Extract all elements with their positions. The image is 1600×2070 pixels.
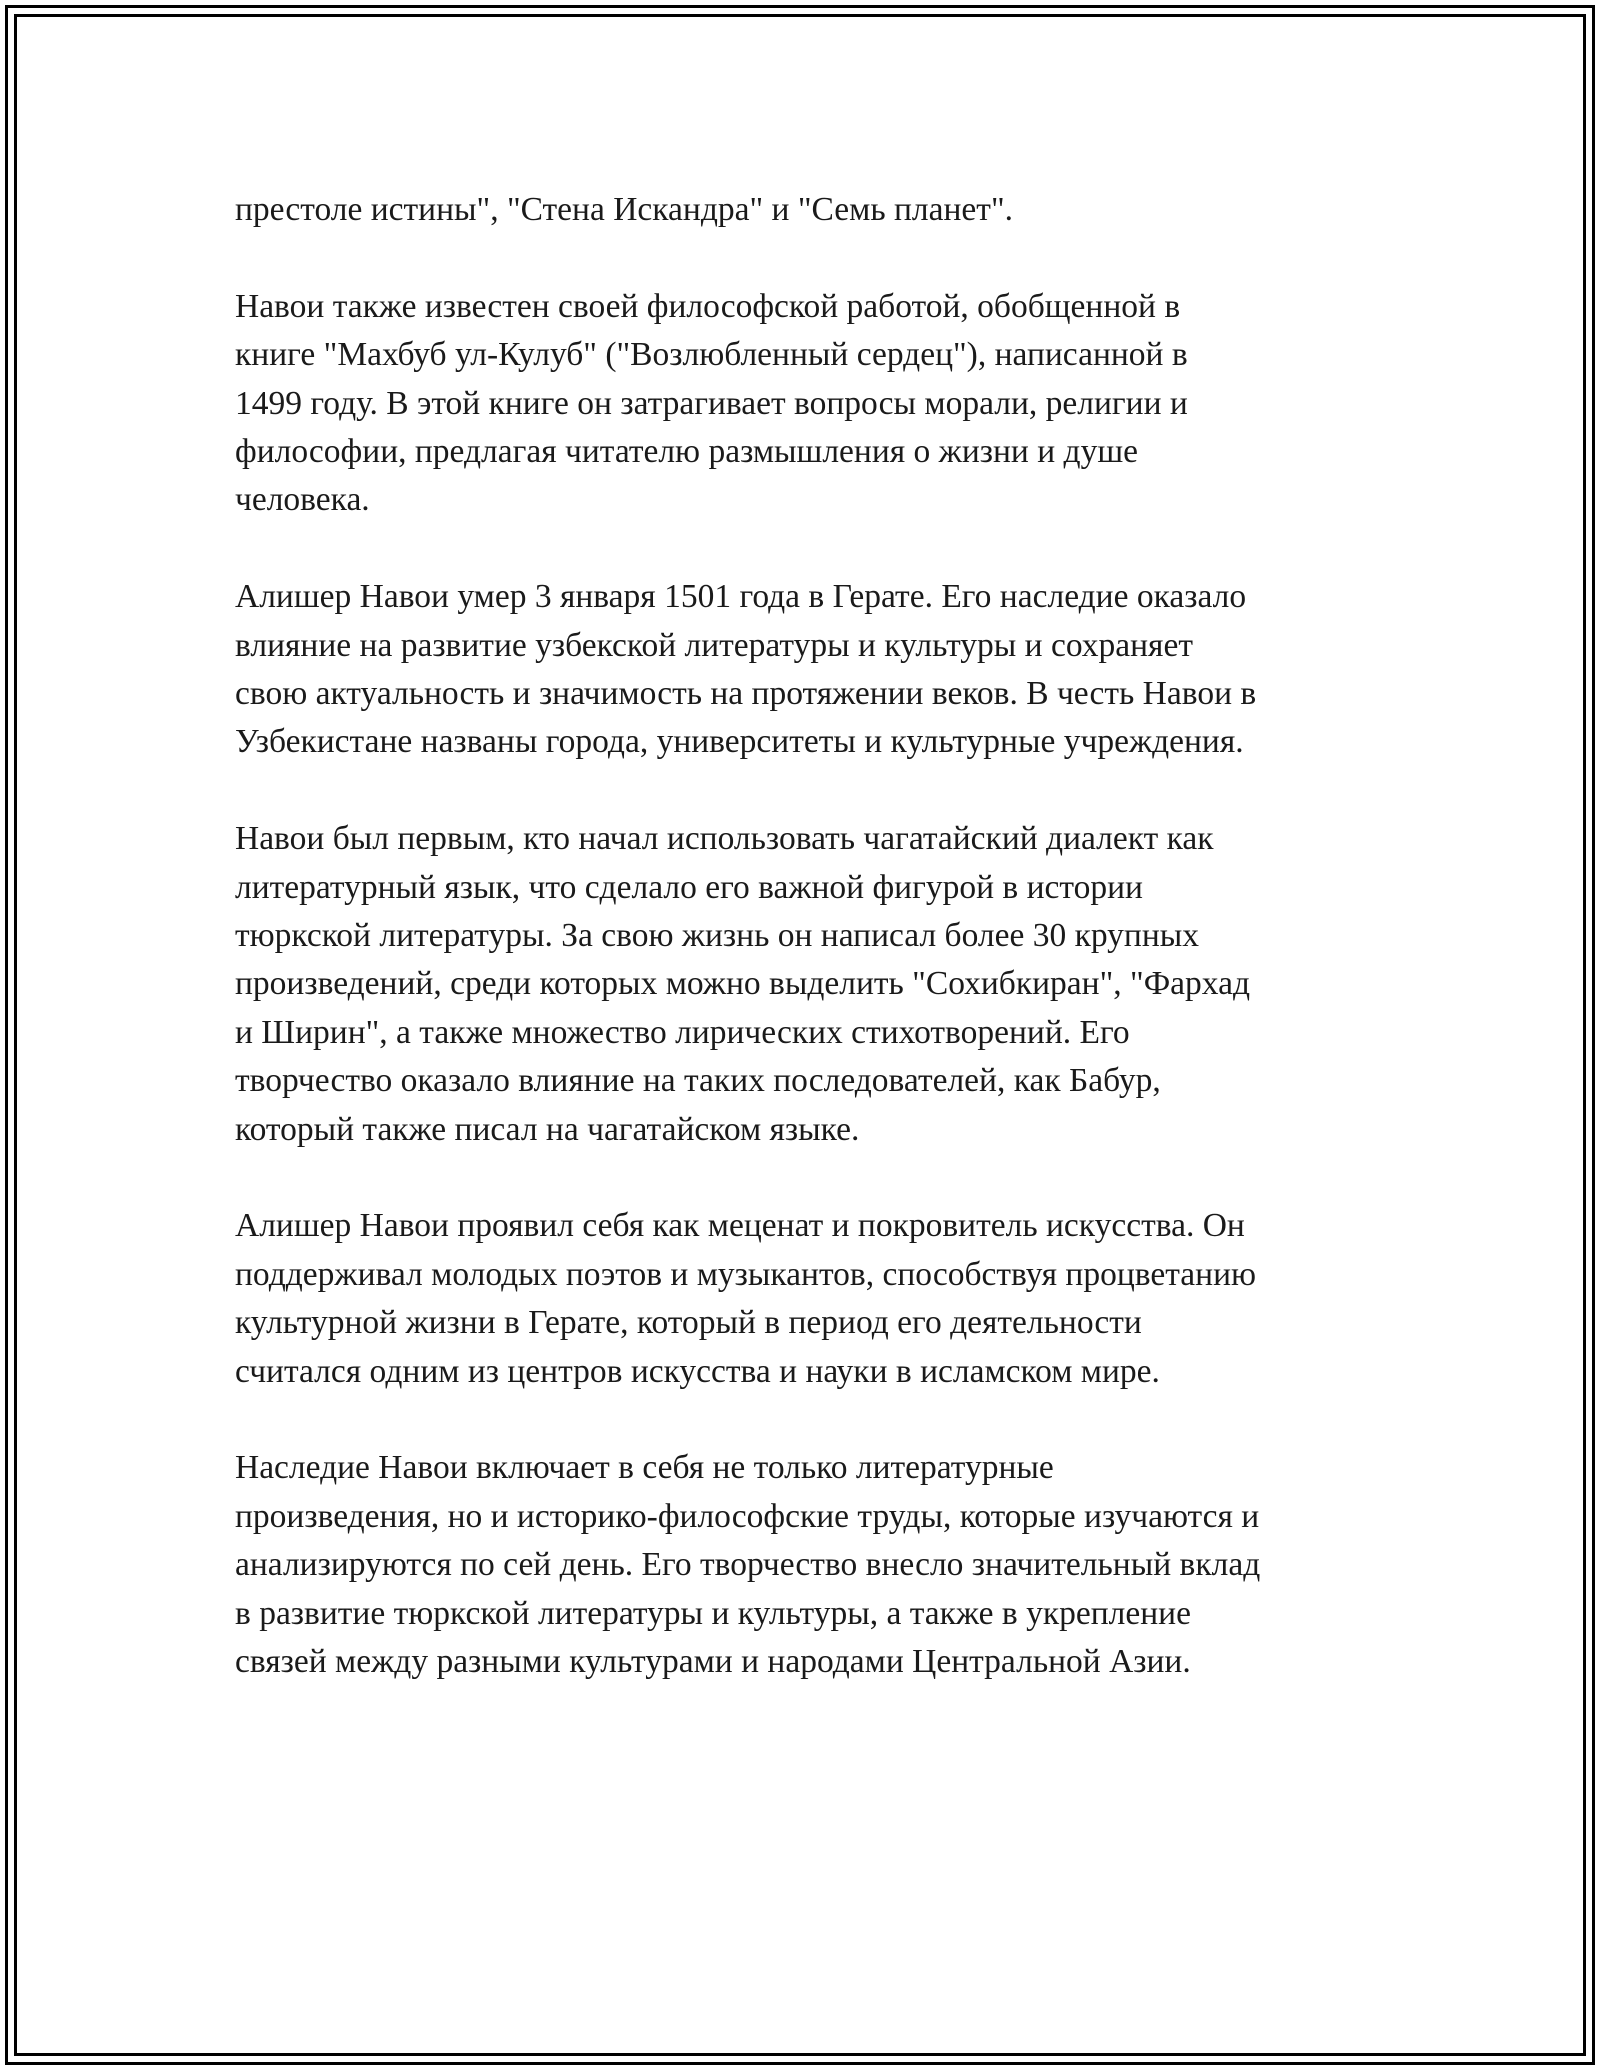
text-line: в развитие тюркской литературы и культуры, а также в укрепление	[235, 1594, 1191, 1632]
text-line: человека.	[235, 481, 370, 519]
paragraph	[235, 1202, 1395, 1396]
text-line: анализируются по сей день. Его творчество внесло значительный вклад	[235, 1546, 1261, 1584]
text-line: престоле истины", "Стена Искандра" и "Семь планет".	[235, 191, 1013, 228]
text-line: считался одним из центров искусства и науки в исламском мире.	[235, 1352, 1160, 1390]
paragraph	[235, 573, 1395, 767]
text-line: произведения, но и историко-философские труды, которые изучаются и	[235, 1497, 1260, 1535]
paragraph	[235, 1444, 1395, 1686]
text-line: тюркской литературы. За свою жизнь он написал более 30 крупных	[235, 917, 1200, 955]
text-line: Алишер Навои проявил себя как меценат и покровитель искусства. Он	[235, 1207, 1245, 1245]
text-line: связей между разными культурами и народами Центральной Азии.	[235, 1643, 1191, 1681]
text-line: который также писал на чагатайском языке.	[235, 1110, 860, 1148]
document-body	[235, 186, 1395, 1735]
text-line: литературный язык, что сделало его важной фигурой в истории	[235, 868, 1143, 906]
text-line: Наследие Навои включает в себя не только литературные	[235, 1449, 1054, 1487]
text-line: 1499 году. В этой книге он затрагивает вопросы морали, религии и	[235, 384, 1188, 422]
text-line: поддерживал молодых поэтов и музыкантов, способствуя процветанию	[235, 1255, 1257, 1293]
text-line: произведений, среди которых можно выделить "Сохибкиран", "Фархад	[235, 965, 1250, 1003]
text-line: влияние на развитие узбекской литературы и культуры и сохраняет	[235, 626, 1193, 664]
text-line: Узбекистане названы города, университеты и культурные учреждения.	[235, 723, 1244, 761]
text-line: свою актуальность и значимость на протяжении веков. В честь Навои в	[235, 675, 1257, 713]
text-line: Навои был первым, кто начал использовать чагатайский диалект как	[235, 820, 1214, 858]
text-line: культурной жизни в Герате, который в период его деятельности	[235, 1304, 1142, 1342]
paragraph	[235, 283, 1395, 525]
paragraph	[235, 186, 1395, 234]
text-line: Навои также известен своей философской работой, обобщенной в	[235, 287, 1181, 325]
text-line: Алишер Навои умер 3 января 1501 года в Герате. Его наследие оказало	[235, 578, 1247, 616]
text-line: философии, предлагая читателю размышления о жизни и душе	[235, 433, 1138, 471]
text-line: творчество оказало влияние на таких последователей, как Бабур,	[235, 1062, 1161, 1100]
text-line: и Ширин", а также множество лирических стихотворений. Его	[235, 1013, 1130, 1051]
paragraph	[235, 815, 1395, 1154]
text-line: книге "Махбуб ул-Кулуб" ("Возлюбленный сердец"), написанной в	[235, 336, 1188, 374]
